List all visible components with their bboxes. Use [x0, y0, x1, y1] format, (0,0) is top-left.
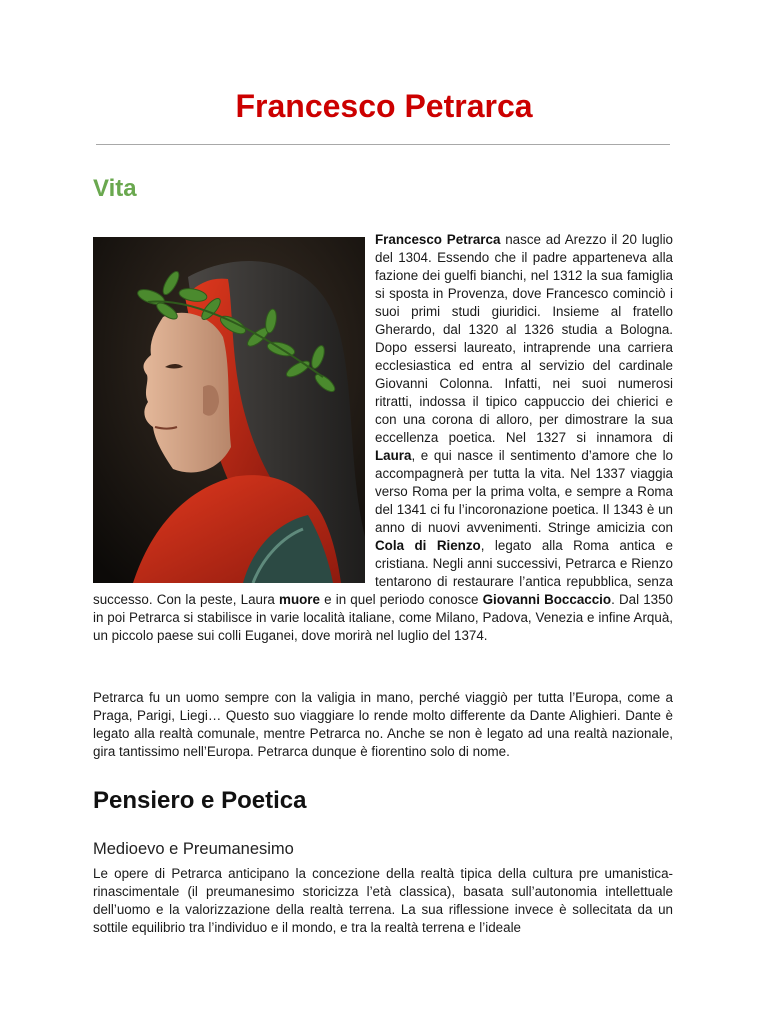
vita-text-e: . Dal 1350 in poi Petrarca si stabilisce in varie località italiane, come Milano, Padova, Venezia e infine Arquà, un piccolo paese sui colli Euganei, dove morirà nel luglio del 1374. — [93, 592, 673, 643]
vita-text-d: e in quel periodo conosce — [319, 592, 483, 607]
subheading-medioevo: Medioevo e Preumanesimo — [93, 840, 294, 858]
title-divider — [96, 144, 670, 145]
vita-paragraph-1 — [93, 231, 673, 645]
section-heading-vita: Vita — [93, 175, 137, 202]
bold-giovanni-boccaccio: Giovanni Boccaccio — [482, 592, 612, 607]
vita-paragraph-2: Petrarca fu un uomo sempre con la valigia in mano, perché viaggiò per tutta l’Europa, come a Praga, Parigi, Liegi… Questo suo viaggiare lo rende molto differente da Dante Alighieri. Dante è legato alla realtà comunale, mentre Petrarca no. Anche se non è legato ad una realtà nazionale, gira tantissimo nell’Europa. Petrarca dunque è fiorentino solo di nome. — [93, 690, 673, 759]
vita-text-c: , legato alla Roma antica e cristiana. Negli anni successivi, Petrarca e Rienzo tentarono di restaurare l’antica repubblica, senza successo. Con la peste, Laura — [93, 538, 673, 607]
vita-text-a: nasce ad Arezzo il 20 luglio del 1304. Essendo che il padre apparteneva alla fazione dei guelfi bianchi, nel 1312 la sua famiglia si sposta in Provenza, dove Francesco cominciò i suoi primi studi giuridici. Insieme al fratello Gherardo, dal 1320 al 1326 studia a Bologna. Dopo essersi laureato, intraprende una carriera ecclesiastica ed entra al servizio del cardinale Giovanni Colonna. Infatti, nei suoi numerosi ritratti, indossa il tipico cappuccio dei chierici e con una corona di alloro, per dimostrare la sua eccellenza poetica. Nel 1327 si innamora di — [375, 232, 673, 445]
pensiero-paragraph-1: Le opere di Petrarca anticipano la concezione della realtà tipica della cultura pre umanistica-rinascimentale (il preumanesimo storicizza l’età classica), basata sull’autonomia intellettuale dell’uomo e la valorizzazione della realtà terrena. La sua riflessione invece è sollecitata da un sottile equilibrio tra l’individuo e il mondo, e tra la realtà terrena e l’ideale — [93, 866, 673, 935]
page-title: Francesco Petrarca — [235, 88, 533, 124]
bold-laura: Laura — [375, 448, 412, 463]
petrarca-portrait — [93, 237, 365, 583]
bold-muore: muore — [279, 592, 320, 607]
vita-text-b: , e qui nasce il sentimento d’amore che lo accompagnerà per tutta la vita. Nel 1337 viaggia verso Roma per la prima volta, e sempre a Roma del 1341 ci fu l’incoronazione poetica. Il 1343 è un anno di nuovi avvenimenti. Stringe amicizia con — [375, 448, 673, 535]
bold-cola-di-rienzo: Cola di Rienzo — [375, 538, 481, 553]
bold-francesco-petrarca: Francesco Petrarca — [375, 232, 501, 247]
section-heading-pensiero: Pensiero e Poetica — [93, 787, 307, 814]
